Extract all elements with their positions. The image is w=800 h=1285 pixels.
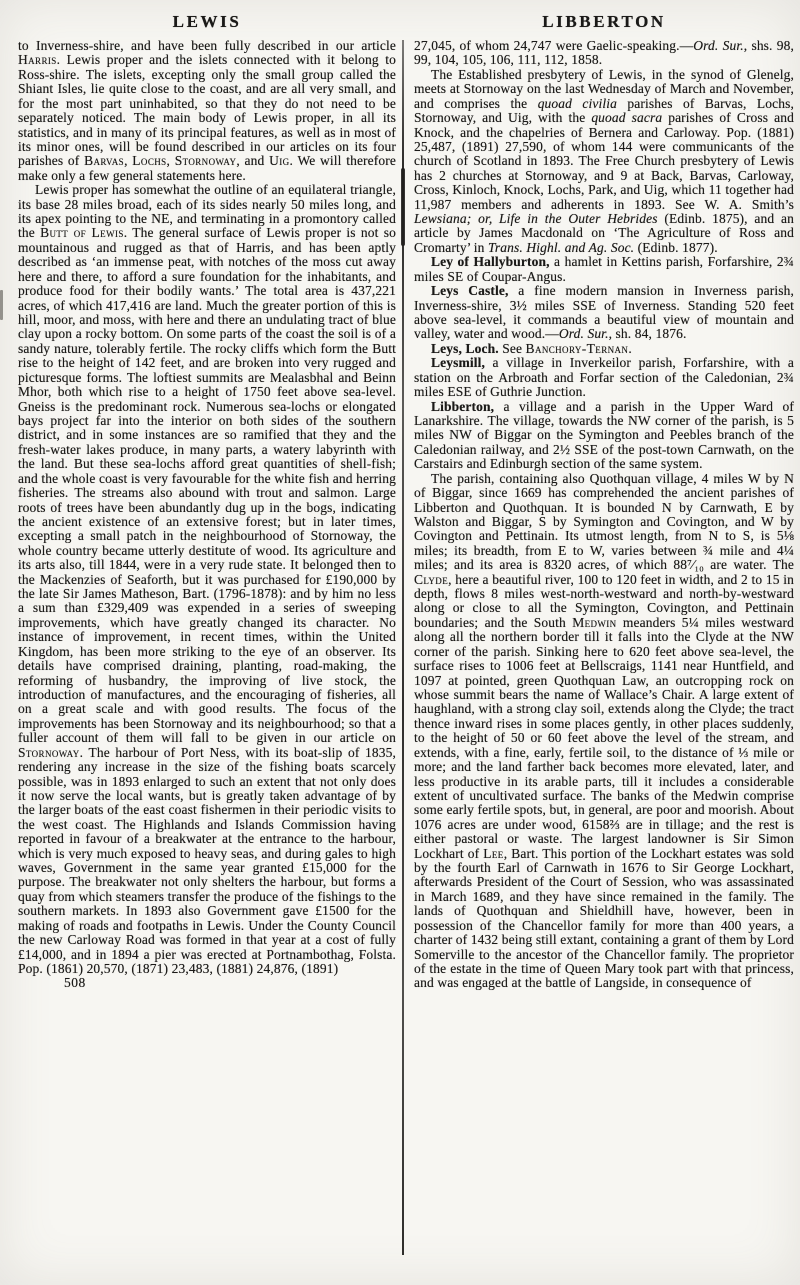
text-run: quoad sacra: [591, 110, 663, 126]
text-run: (Edinb. 1877).: [634, 239, 718, 255]
text-run: Ord. Sur.: [558, 326, 609, 342]
text-run: Ord. Sur.: [693, 38, 744, 53]
page-number: 508: [64, 975, 86, 991]
text-run: Lochs: [132, 153, 167, 169]
text-run: a village and a parish in the Upper Ward of Lanarkshire. The village, towards the NW corner of the parish, is 5 miles NW of Biggar on the Symington and Peebles branch of the Caledonian railway, and 2½ SSE of the post-town Carnwath, on the Carstairs and Edinburgh section of the same system.: [414, 398, 794, 472]
paragraph: [414, 255, 794, 284]
text-run: Stornoway: [18, 744, 80, 760]
text-run: Trans. Highl. and Ag. Soc.: [488, 239, 635, 255]
text-run: . The general surface of Lewis proper is not so mountainous and rugged as that of Harris, and has been aptly described as ‘an immense peat, with notches of the moss cut away here and there, to afford a sure foundation for the inhabitants, and produce food for their bodily wants.’ The total area is 437,221 acres, of which 417,416 are land. Much the greater portion of this is hill, moor, and moss, with here and there an undulating tract of blue clay upon a rocky bottom. On some parts of the coast the soil is of a sandy nature, tolerably fertile. The rocky cliffs which form the Butt rise to the height of 142 feet, and are broken into very rugged and picturesque forms. The loftiest summits are Mealasbhal and Beinn Mhor, both which rise to a height of 1750 feet above sea-level. Gneiss is the predominant rock. Numerous sea-lochs or elongated bays project far into the interior on both sides of the southern district, and in some instances are so ramified that they and the fresh-water lakes produce, in many parts, a watery labyrinth with the land. But these sea-lochs afford great quantities of shell-fish; and the whole coast is very favourable for the white fish and herring fisheries. The streams also abound with trout and salmon. Large roots of trees have been abundantly dug up in the bogs, indicating the ancient existence of an extensive forest; but in later times, excepting a small patch in the neighbourhood of Stornoway, the whole country became utterly destitute of wood. Its agriculture and its arts also, till 1844, were in a very rude state. It belonged then to the Mackenzies of Seaforth, but it was purchased for £190,000 by the late Sir James Matheson, Bart. (1796-1878): and by him no less a sum than £329,409 was expended in a series of sweeping improvements, which have greatly changed its character. No instance of improvement, in recent times, within the United Kingdom, has been more striking to the eye of an observer. Its details have comprised draining, planting, road-making, the reforming of husbandry, the improving of live stock, the introduction of manufactures, and the encouraging of fisheries, all on a great scale and with good results. The focus of the improvements has been Stornoway and its neighbourhood; so that a fuller account of them will fall to be given in our article on: [18, 225, 396, 746]
right-column-text: [414, 39, 794, 991]
text-run: Uig: [269, 153, 290, 169]
text-run: Leys, Loch.: [431, 340, 499, 356]
text-run: parishes of Cross and Knock, and the chapelries of Bernera and Carloway. Pop. (1881) 25,487, (1891) 27,590, of whom 144 were communicants of the church of Scotland in 1893. The Free Church presbytery of Lewis has 2 churches at Stornoway, and 9 at Back, Barvas, Carloway, Cross, Kinloch, Knock, Lochs, Park, and Uig, which 11 together had 11,987 members and adherents in 1893. See W. A. Smith’s: [414, 110, 794, 212]
text-run: . The harbour of Port Ness, with its boat-slip of 1835, rendering any increase in the size of the fishing boats scarcely possible, was in 1893 enlarged to such an extent that not only does it now serve the local wants, but is greatly taken advantage of by the larger boats of the east coast fishermen in their periodic visits to the west coast. The Highlands and Islands Commission having reported in favour of a breakwater at the entrance to the harbour, which is very much exposed to heavy seas, and during gales to high waves, Government in the same year granted £15,000 for the purpose. The breakwater not only shelters the harbour, but forms a quay from which steamers transfer the produce of the fishings to the southern markets. In 1893 also Government gave £1500 for the making of roads and footpaths in Lewis. Under the County Council the new Carloway Road was formed in that year at a cost of fully £14,000, and in 1894 a pier was erected at Portnambothag, Folsta. Pop. (1861) 20,570, (1871) 23,483, (1881) 24,876, (1891): [18, 744, 396, 976]
text-run: Leys Castle,: [431, 283, 509, 299]
text-run: , here a beautiful river, 100 to 120 feet in width, and 2 to 15 in depth, flows 8 miles west-north-westward and north-by-westward along or close to all the Symington, Covington, and Pettinain boundaries; and the South: [414, 571, 794, 630]
text-run: Lee: [483, 845, 504, 861]
text-run: Banchory-Ternan: [525, 340, 629, 356]
text-run: ,: [124, 153, 133, 169]
column-rule-ink-blob: [401, 168, 405, 246]
text-run: , Bart. This portion of the Lockhart estates was sold by the fourth Earl of Carnwath in 1676 to Sir George Lockhart, afterwards President of the Court of Session, who was assassinated in March 1689, and they have since remained in the family. The lands of Quothquan and Shieldhill have, however, been in possession of the Chancellor family for more than 400 years, a charter of 1432 being still extant, containing a grant of them by Lord Somerville to the ancestor of the Chancellor family. The proprietor of the estate in the time of Queen Mary took part with that princess, and was engaged at the battle of Langside, in consequence of: [414, 845, 794, 991]
text-run: Barvas: [84, 153, 125, 169]
text-run: Stornoway: [174, 153, 237, 169]
text-run: Butt of Lewis: [40, 225, 124, 241]
text-run: . We will therefore make only a few general statements here.: [18, 153, 396, 183]
text-run: Harris: [18, 52, 57, 68]
text-run: Clyde: [414, 571, 449, 587]
text-run: ,: [166, 153, 175, 169]
text-run: , shs. 98, 99, 104, 105, 106, 111, 112, 1858.: [414, 38, 794, 68]
paragraph: [18, 39, 396, 183]
paragraph: [414, 39, 794, 68]
paragraph: [414, 356, 794, 399]
scan-edge-artifact: [0, 290, 3, 320]
paragraph: [414, 342, 794, 356]
text-run: . Lewis proper and the islets connected with it belong to Ross-shire. The islets, excepting only the small group called the Shiant Isles, lie quite close to the coast, and are all very small, and for the most part uninhabited, so that they do not need to be separately noticed. The main body of Lewis proper, in all its statistics, and in many of its principal features, as well as in most of its minor ones, will be found described in our articles on its four parishes of: [18, 52, 396, 169]
text-run: a hamlet in Kettins parish, Forfarshire, 2¾ miles SE of Coupar-Angus.: [414, 254, 794, 284]
running-head-libberton: LIBBERTON: [542, 12, 666, 31]
left-column: [18, 39, 396, 991]
text-run: , and: [236, 153, 270, 169]
text-run: The Established presbytery of Lewis, in the synod of Glenelg, meets at Stornoway on the last Wednesday of March and November, and comprises the: [414, 66, 794, 111]
text-run: Lewsiana; or, Life in the Outer Hebrides: [414, 211, 658, 227]
paragraph: [18, 183, 396, 976]
text-run: parishes of Barvas, Lochs, Stornoway, and Uig, with the: [414, 95, 795, 126]
text-run: See: [498, 340, 526, 356]
text-run: meanders 5¼ miles westward along all the northern border till it falls into the Clyde at the NW corner of the parish. Sinking here to 620 feet above sea-level, the surface rises to 1006 feet at Bellscraigs, 1141 near Huntfield, and 1097 at pointed, green Quothquan Law, an outcropping rock on whose summit bears the name of Wallace’s Chair. A large extent of haughland, with a strong clay soil, extends along the Clyde; the tract thence inward rises in some places gently, in other places suddenly, to the height of 50 or 60 feet above the level of the stream, and extends, with a fine, early, fertile soil, to the distance of ⅓ mile or more; and the land farther back becomes more elevated, later, and less productive in its arable parts, till it includes a considerable extent of uncultivated surface. The banks of the Medwin comprise some early fertile spots, but, in general, are poor and moorish. About 1076 acres are under wood, 6158⅔ are in tillage; and the rest is either pastoral or waste. The largest landowner is Sir Simon Lockhart of: [414, 614, 794, 861]
text-run: Leysmill,: [431, 355, 485, 371]
paragraph: [414, 400, 794, 472]
text-run: Libberton,: [431, 398, 495, 414]
text-run: to Inverness-shire, and have been fully described in our article: [18, 38, 396, 53]
paragraph: [414, 472, 794, 991]
text-run: quoad civilia: [537, 95, 617, 111]
text-run: 27,045, of whom 24,747 were Gaelic-speaking.—: [414, 38, 694, 53]
text-run: Medwin: [572, 614, 617, 630]
text-run: a village in Inverkeilor parish, Forfarshire, with a station on the Arbroath and Forfar section of the Caledonian, 2¾ miles ESE of Guthrie Junction.: [414, 355, 794, 400]
text-run: Ley of Hallyburton,: [431, 254, 550, 270]
paragraph: [414, 68, 794, 255]
text-run: , sh. 84, 1876.: [608, 326, 687, 342]
paragraph: [414, 284, 794, 342]
text-run: .: [628, 340, 632, 356]
text-run: (Edinb. 1875), and an article by James Macdonald on ‘The Agriculture of Ross and Cromarty’ in: [414, 211, 794, 255]
running-head-lewis: LEWIS: [172, 12, 242, 31]
text-run: a fine modern mansion in Inverness parish, Inverness-shire, 3½ miles SSE of Inverness. Standing 520 feet above sea-level, it commands a beautiful view of mountain and valley, water and wood.—: [414, 283, 794, 342]
text-run: The parish, containing also Quothquan village, 4 miles W by N of Biggar, since 1669 has comprehended the ancient parishes of Libberton and Quothquan. It is bounded N by Carnwath, E by Walston and Biggar, S by Symington and Covington, and W by Covington and Pettinain. Its utmost length, from N to S, is 5⅛ miles; its breadth, from E to W, varies between ¾ mile and 4¼ miles; and its area is 8320 acres, of which 88⁷⁄₁₀ are water. The: [414, 470, 794, 573]
right-column: [414, 39, 794, 991]
text-run: Lewis proper has somewhat the outline of an equilateral triangle, its base 28 miles broad, each of its sides nearly 50 miles long, and its apex pointing to the NE, and terminating in a promontory called the: [18, 182, 396, 241]
left-column-text: [18, 39, 396, 976]
